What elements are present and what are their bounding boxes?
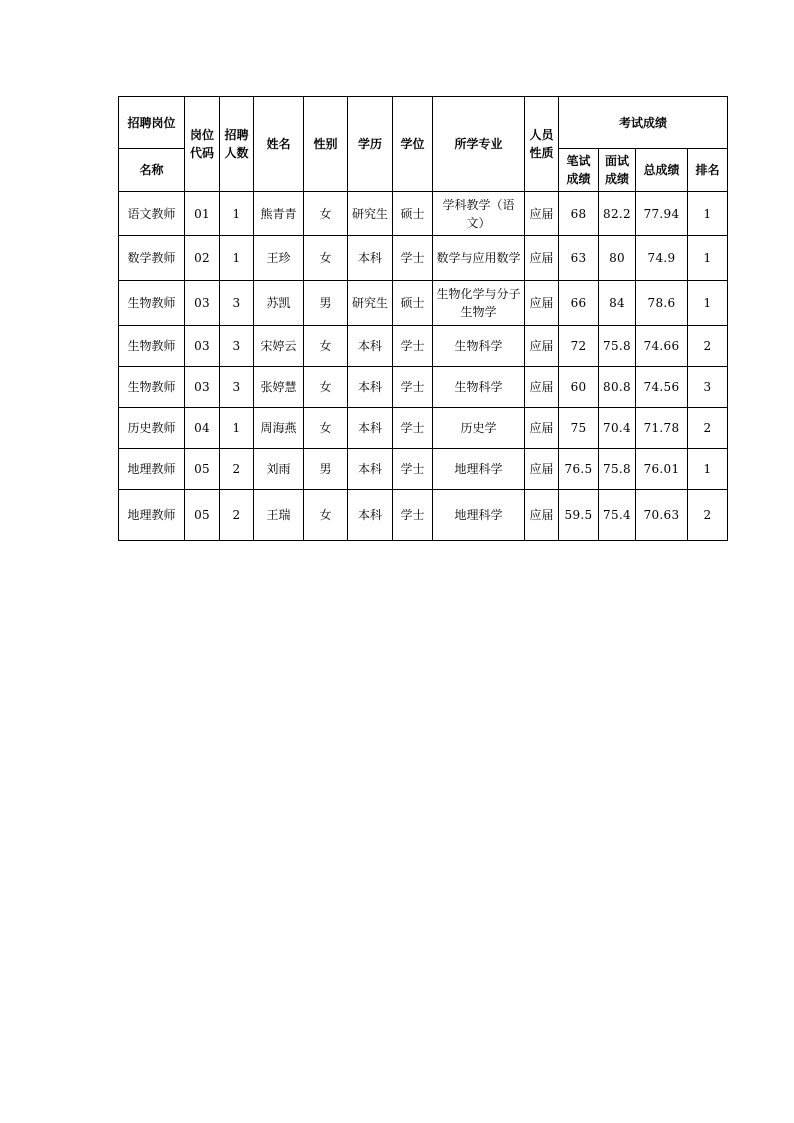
cell-major: 生物化学与分子生物学 bbox=[433, 281, 525, 326]
table-row bbox=[119, 281, 728, 326]
cell-status: 应届 bbox=[525, 367, 559, 408]
cell-education: 本科 bbox=[348, 490, 393, 541]
cell-written: 72 bbox=[559, 326, 599, 367]
cell-interview: 75.4 bbox=[599, 490, 636, 541]
cell-degree: 学士 bbox=[393, 367, 433, 408]
cell-status: 应届 bbox=[525, 449, 559, 490]
cell-gender: 女 bbox=[304, 326, 348, 367]
cell-position: 语文教师 bbox=[119, 192, 185, 236]
cell-count: 1 bbox=[220, 236, 254, 281]
table-row bbox=[119, 192, 728, 236]
cell-education: 本科 bbox=[348, 449, 393, 490]
cell-education: 研究生 bbox=[348, 192, 393, 236]
cell-name: 王珍 bbox=[254, 236, 304, 281]
results-table bbox=[118, 96, 728, 541]
cell-major: 数学与应用数学 bbox=[433, 236, 525, 281]
cell-education: 研究生 bbox=[348, 281, 393, 326]
cell-degree: 学士 bbox=[393, 408, 433, 449]
cell-name: 苏凯 bbox=[254, 281, 304, 326]
cell-gender: 男 bbox=[304, 281, 348, 326]
header-total: 总成绩 bbox=[636, 149, 688, 192]
header-degree: 学位 bbox=[393, 97, 433, 192]
header-interview: 面试成绩 bbox=[599, 149, 636, 192]
header-name: 姓名 bbox=[254, 97, 304, 192]
cell-status: 应届 bbox=[525, 326, 559, 367]
header-position-name: 名称 bbox=[119, 149, 185, 192]
cell-rank: 1 bbox=[688, 449, 728, 490]
cell-code: 05 bbox=[185, 449, 220, 490]
cell-rank: 1 bbox=[688, 192, 728, 236]
cell-position: 地理教师 bbox=[119, 490, 185, 541]
cell-degree: 硕士 bbox=[393, 281, 433, 326]
cell-interview: 70.4 bbox=[599, 408, 636, 449]
cell-total: 70.63 bbox=[636, 490, 688, 541]
cell-position: 历史教师 bbox=[119, 408, 185, 449]
cell-degree: 硕士 bbox=[393, 192, 433, 236]
header-position-group: 招聘岗位 bbox=[119, 97, 185, 149]
cell-major: 历史学 bbox=[433, 408, 525, 449]
cell-status: 应届 bbox=[525, 408, 559, 449]
cell-position: 地理教师 bbox=[119, 449, 185, 490]
cell-rank: 1 bbox=[688, 236, 728, 281]
header-major: 所学专业 bbox=[433, 97, 525, 192]
cell-total: 76.01 bbox=[636, 449, 688, 490]
cell-status: 应届 bbox=[525, 281, 559, 326]
table-row bbox=[119, 408, 728, 449]
cell-gender: 女 bbox=[304, 236, 348, 281]
table-row bbox=[119, 236, 728, 281]
cell-gender: 女 bbox=[304, 367, 348, 408]
header-status: 人员性质 bbox=[525, 97, 559, 192]
cell-written: 76.5 bbox=[559, 449, 599, 490]
cell-rank: 1 bbox=[688, 281, 728, 326]
cell-status: 应届 bbox=[525, 192, 559, 236]
cell-code: 05 bbox=[185, 490, 220, 541]
cell-degree: 学士 bbox=[393, 236, 433, 281]
cell-name: 熊青青 bbox=[254, 192, 304, 236]
cell-position: 数学教师 bbox=[119, 236, 185, 281]
cell-interview: 75.8 bbox=[599, 449, 636, 490]
cell-written: 66 bbox=[559, 281, 599, 326]
header-gender: 性别 bbox=[304, 97, 348, 192]
cell-name: 王瑞 bbox=[254, 490, 304, 541]
cell-major: 地理科学 bbox=[433, 490, 525, 541]
table-row bbox=[119, 449, 728, 490]
cell-written: 59.5 bbox=[559, 490, 599, 541]
cell-code: 03 bbox=[185, 326, 220, 367]
cell-major: 生物科学 bbox=[433, 367, 525, 408]
cell-gender: 女 bbox=[304, 192, 348, 236]
cell-interview: 84 bbox=[599, 281, 636, 326]
cell-gender: 女 bbox=[304, 408, 348, 449]
cell-name: 张婷慧 bbox=[254, 367, 304, 408]
cell-written: 63 bbox=[559, 236, 599, 281]
cell-gender: 女 bbox=[304, 490, 348, 541]
cell-interview: 75.8 bbox=[599, 326, 636, 367]
cell-status: 应届 bbox=[525, 236, 559, 281]
cell-interview: 80 bbox=[599, 236, 636, 281]
cell-name: 宋婷云 bbox=[254, 326, 304, 367]
cell-major: 地理科学 bbox=[433, 449, 525, 490]
cell-total: 74.9 bbox=[636, 236, 688, 281]
cell-position: 生物教师 bbox=[119, 367, 185, 408]
cell-education: 本科 bbox=[348, 367, 393, 408]
table-row bbox=[119, 326, 728, 367]
cell-code: 01 bbox=[185, 192, 220, 236]
cell-gender: 男 bbox=[304, 449, 348, 490]
header-scores: 考试成绩 bbox=[559, 97, 728, 149]
header-position-code: 岗位代码 bbox=[185, 97, 220, 192]
cell-major: 生物科学 bbox=[433, 326, 525, 367]
cell-written: 75 bbox=[559, 408, 599, 449]
cell-total: 71.78 bbox=[636, 408, 688, 449]
cell-major: 学科教学（语文） bbox=[433, 192, 525, 236]
cell-rank: 2 bbox=[688, 408, 728, 449]
cell-education: 本科 bbox=[348, 326, 393, 367]
header-education: 学历 bbox=[348, 97, 393, 192]
cell-count: 2 bbox=[220, 449, 254, 490]
cell-count: 2 bbox=[220, 490, 254, 541]
cell-count: 3 bbox=[220, 326, 254, 367]
table-row bbox=[119, 367, 728, 408]
cell-position: 生物教师 bbox=[119, 281, 185, 326]
header-hire-count: 招聘人数 bbox=[220, 97, 254, 192]
cell-degree: 学士 bbox=[393, 449, 433, 490]
cell-code: 03 bbox=[185, 281, 220, 326]
cell-total: 74.66 bbox=[636, 326, 688, 367]
cell-interview: 80.8 bbox=[599, 367, 636, 408]
cell-position: 生物教师 bbox=[119, 326, 185, 367]
header-rank: 排名 bbox=[688, 149, 728, 192]
cell-degree: 学士 bbox=[393, 490, 433, 541]
cell-education: 本科 bbox=[348, 408, 393, 449]
cell-interview: 82.2 bbox=[599, 192, 636, 236]
cell-count: 3 bbox=[220, 281, 254, 326]
cell-degree: 学士 bbox=[393, 326, 433, 367]
header-written: 笔试成绩 bbox=[559, 149, 599, 192]
cell-total: 74.56 bbox=[636, 367, 688, 408]
cell-rank: 2 bbox=[688, 490, 728, 541]
cell-count: 1 bbox=[220, 408, 254, 449]
cell-count: 3 bbox=[220, 367, 254, 408]
cell-status: 应届 bbox=[525, 490, 559, 541]
cell-code: 03 bbox=[185, 367, 220, 408]
cell-code: 02 bbox=[185, 236, 220, 281]
cell-name: 刘雨 bbox=[254, 449, 304, 490]
cell-written: 68 bbox=[559, 192, 599, 236]
cell-code: 04 bbox=[185, 408, 220, 449]
cell-total: 77.94 bbox=[636, 192, 688, 236]
cell-rank: 2 bbox=[688, 326, 728, 367]
cell-education: 本科 bbox=[348, 236, 393, 281]
cell-total: 78.6 bbox=[636, 281, 688, 326]
cell-rank: 3 bbox=[688, 367, 728, 408]
cell-written: 60 bbox=[559, 367, 599, 408]
cell-count: 1 bbox=[220, 192, 254, 236]
cell-name: 周海燕 bbox=[254, 408, 304, 449]
table-row bbox=[119, 490, 728, 541]
